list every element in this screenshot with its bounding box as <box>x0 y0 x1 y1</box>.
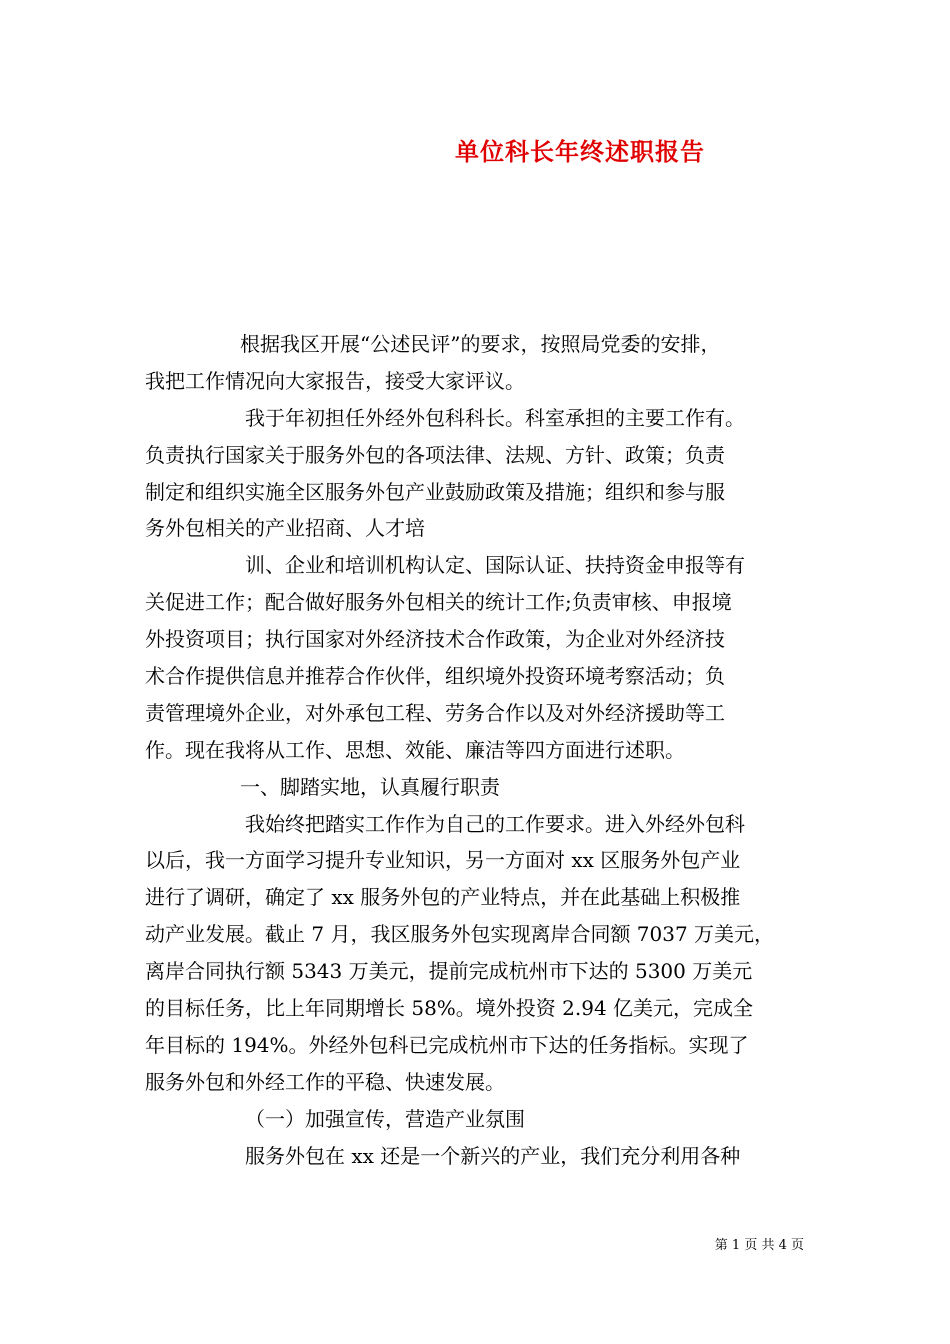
paragraph-line: 我始终把踏实工作作为自己的工作要求。进入外经外包科 <box>245 811 745 836</box>
paragraph-line: 我于年初担任外经外包科科长。科室承担的主要工作有。 <box>245 405 745 430</box>
paragraph-line: 进行了调研，确定了 xx 服务外包的产业特点，并在此基础上积极推 <box>145 885 741 910</box>
document-title: 单位科长年终述职报告 <box>455 137 705 166</box>
paragraph-line: 离岸合同执行额 5343 万美元，提前完成杭州市下达的 5300 万美元 <box>145 959 753 984</box>
paragraph-line: 以后，我一方面学习提升专业知识，另一方面对 xx 区服务外包产业 <box>145 848 741 873</box>
paragraph-line: 我把工作情况向大家报告，接受大家评议。 <box>145 368 525 393</box>
paragraph-line: 动产业发展。截止 7 月，我区服务外包实现离岸合同额 7037 万美元， <box>145 922 775 947</box>
paragraph-line: 务外包相关的产业招商、人才培 <box>145 516 425 541</box>
paragraph-line: 制定和组织实施全区服务外包产业鼓励政策及措施；组织和参与服 <box>145 479 725 504</box>
paragraph-line: 责管理境外企业，对外承包工程、劳务合作以及对外经济援助等工 <box>145 700 725 725</box>
paragraph-line: 服务外包和外经工作的平稳、快速发展。 <box>145 1069 505 1094</box>
paragraph-line: 外投资项目；执行国家对外经济技术合作政策，为企业对外经济技 <box>145 627 725 652</box>
paragraph-line: 服务外包在 xx 还是一个新兴的产业，我们充分利用各种 <box>245 1143 741 1168</box>
paragraph-line: 术合作提供信息并推荐合作伙伴，组织境外投资环境考察活动；负 <box>145 664 725 689</box>
section-heading: 一、脚踏实地，认真履行职责 <box>240 774 500 799</box>
page-number: 第 1 页 共 4 页 <box>714 1238 804 1253</box>
paragraph-line: 负责执行国家关于服务外包的各项法律、法规、方针、政策；负责 <box>145 442 725 467</box>
paragraph-line: 训、企业和培训机构认定、国际认证、扶持资金申报等有 <box>245 553 745 578</box>
document-body <box>145 326 817 1174</box>
paragraph-line: 的目标任务，比上年同期增长 58%。境外投资 2.94 亿美元，完成全 <box>145 996 754 1021</box>
subsection-heading: （一）加强宣传，营造产业氛围 <box>245 1106 525 1131</box>
paragraph-line: 作。现在我将从工作、思想、效能、廉洁等四方面进行述职。 <box>145 737 685 762</box>
paragraph-line: 年目标的 194%。外经外包科已完成杭州市下达的任务指标。实现了 <box>145 1032 749 1057</box>
paragraph-line: 关促进工作；配合做好服务外包相关的统计工作;负责审核、申报境 <box>145 590 732 615</box>
paragraph-line: 根据我区开展“公述民评”的要求，按照局党委的安排， <box>240 332 721 356</box>
